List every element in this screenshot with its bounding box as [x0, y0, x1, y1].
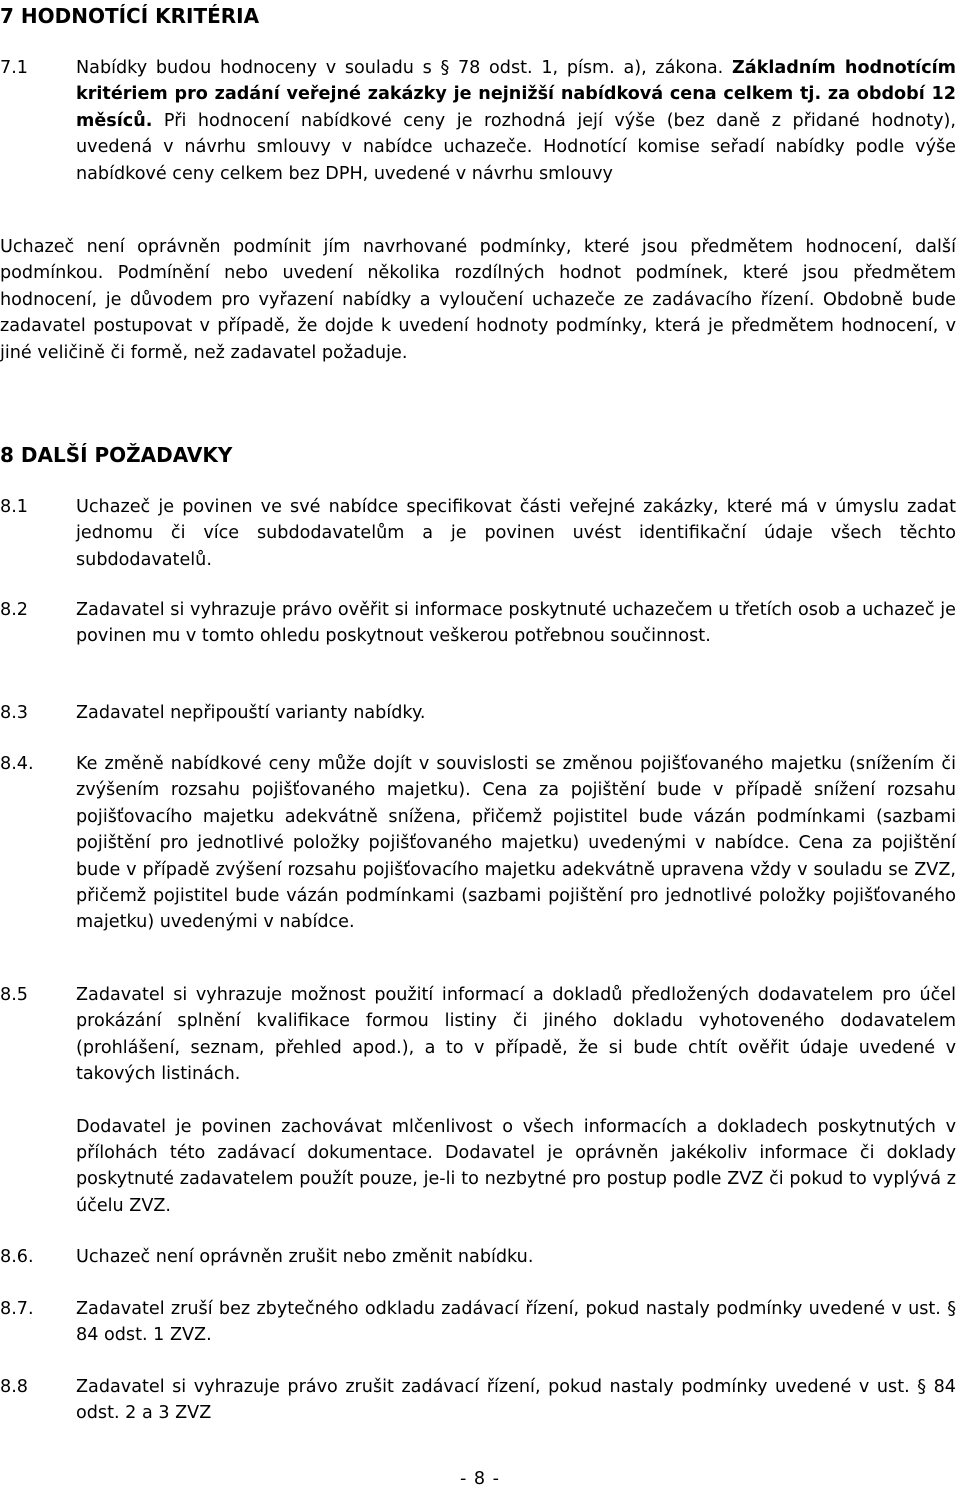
- clause-text: Zadavatel si vyhrazuje právo zrušit zadávací řízení, pokud nastaly podmínky uvedené v ust. § 84 odst. 2 a 3 ZVZ: [76, 1377, 956, 1424]
- evaluation-note: Uchazeč není oprávněn podmínit jím navrhované podmínky, které jsou předmětem hodnocení, další podmínkou. Podmínění nebo uvedení několika rozdílných hodnot podmínek, které jsou předmětem hodnocení, je důvodem pro vyřazení nabídky a vyloučení uchazeče ze zadávacího řízení. Obdobně bude zadavatel postupovat v případě, že dojde k uvedení hodnoty podmínky, která je předmětem hodnocení, v jiné veličině či formě, než zadavatel požaduje.: [0, 237, 956, 363]
- clause-number: 8.7.: [0, 1299, 34, 1319]
- clause-number: 8.2: [0, 600, 28, 620]
- clause-8-5: [0, 982, 956, 1219]
- clause-number: 8.6.: [0, 1247, 34, 1267]
- clause-8-4: [0, 751, 956, 936]
- clause-text: Ke změně nabídkové ceny může dojít v souvislosti se změnou pojišťovaného majetku (snížením či zvýšením rozsahu pojišťovaného majetku). Cena za pojištění bude v případě snížení rozsahu pojišťovacího majetku adekvátně snížena, přičemž pojistitel bude vázán podmínkami (sazbami pojištění pro jednotlivé položky pojišťovaného majetku) uvedenými v nabídce. Cena za pojištění bude v případě zvýšení rozsahu pojišťovacího majetku adekvátně upravena vždy v souladu se ZVZ, přičemž pojistitel bude vázán podmínkami (sazbami pojištění pro jednotlivé položky pojišťovaného majetku) uvedenými v nabídce.: [76, 754, 956, 933]
- clause-8-3: [0, 700, 956, 726]
- clause-number: 8.8: [0, 1377, 28, 1397]
- clause-number: 7.1: [0, 58, 28, 78]
- clause-number: 8.5: [0, 985, 28, 1005]
- clause-bold-criterion: Základním hodnotícím kritériem pro zadání veřejné zakázky je nejnižší nabídková cena celkem tj. za období 12 měsíců.: [76, 58, 956, 131]
- clause-8-6: [0, 1244, 956, 1270]
- clause-text: Zadavatel nepřipouští varianty nabídky.: [76, 703, 426, 723]
- clause-text: [76, 982, 956, 1219]
- clause-rest: Při hodnocení nabídkové ceny je rozhodná její výše (bez daně z přidané hodnoty), uvedená v návrhu smlouvy v nabídce uchazeče. Hodnotící komise seřadí nabídky podle výše nabídkové ceny celkem bez DPH, uvedené v návrhu smlouvy: [76, 110, 956, 184]
- clause-text: Zadavatel si vyhrazuje právo ověřit si informace poskytnuté uchazečem u třetích osob a uchazeč je povinen mu v tomto ohledu poskytnout veškerou potřebnou součinnost.: [76, 600, 956, 647]
- clause-paragraph: Zadavatel si vyhrazuje možnost použití informací a dokladů předložených dodavatelem pro účel prokázání splnění kvalifikace formou listiny či jiného dokladu vyhotoveného dodavatelem (prohlášení, seznam, přehled apod.), a to v případě, že si bude chtít ověřit údaje uvedené v takových listinách.: [76, 985, 956, 1085]
- clause-7-1: [0, 55, 956, 187]
- section-7-heading: 7 HODNOTÍCÍ KRITÉRIA: [0, 4, 260, 28]
- clause-text: Uchazeč je povinen ve své nabídce specifikovat části veřejné zakázky, které má v úmyslu zadat jednomu či více subdodavatelům a je povinen uvést identifikační údaje všech těchto subdodavatelů.: [76, 497, 956, 570]
- clause-number: 8.3: [0, 703, 28, 723]
- clause-number: 8.1: [0, 497, 28, 517]
- clause-8-7: [0, 1296, 956, 1349]
- clause-8-8: [0, 1374, 956, 1427]
- clause-8-2: [0, 597, 956, 650]
- clause-text: [76, 55, 956, 187]
- clause-text: Zadavatel zruší bez zbytečného odkladu zadávací řízení, pokud nastaly podmínky uvedené v ust. § 84 odst. 1 ZVZ.: [76, 1299, 956, 1346]
- page-number: - 8 -: [459, 1469, 501, 1489]
- clause-paragraph-confidentiality: Dodavatel je povinen zachovávat mlčenlivost o všech informacích a dokladech poskytnutých v přílohách této zadávací dokumentace. Dodavatel je oprávněn jakékoliv informace či doklady poskytnuté zadavatelem použít pouze, je-li to nezbytné pro postup podle ZVZ či pokud to vyplývá z účelu ZVZ.: [76, 1116, 956, 1216]
- clause-intro: Nabídky budou hodnoceny v souladu s § 78 odst. 1, písm. a), zákona.: [76, 58, 732, 78]
- section-8-heading: 8 DALŠÍ POŽADAVKY: [0, 443, 233, 467]
- clause-text: Uchazeč není oprávněn zrušit nebo změnit nabídku.: [76, 1247, 534, 1267]
- clause-8-1: [0, 494, 956, 573]
- clause-number: 8.4.: [0, 754, 34, 774]
